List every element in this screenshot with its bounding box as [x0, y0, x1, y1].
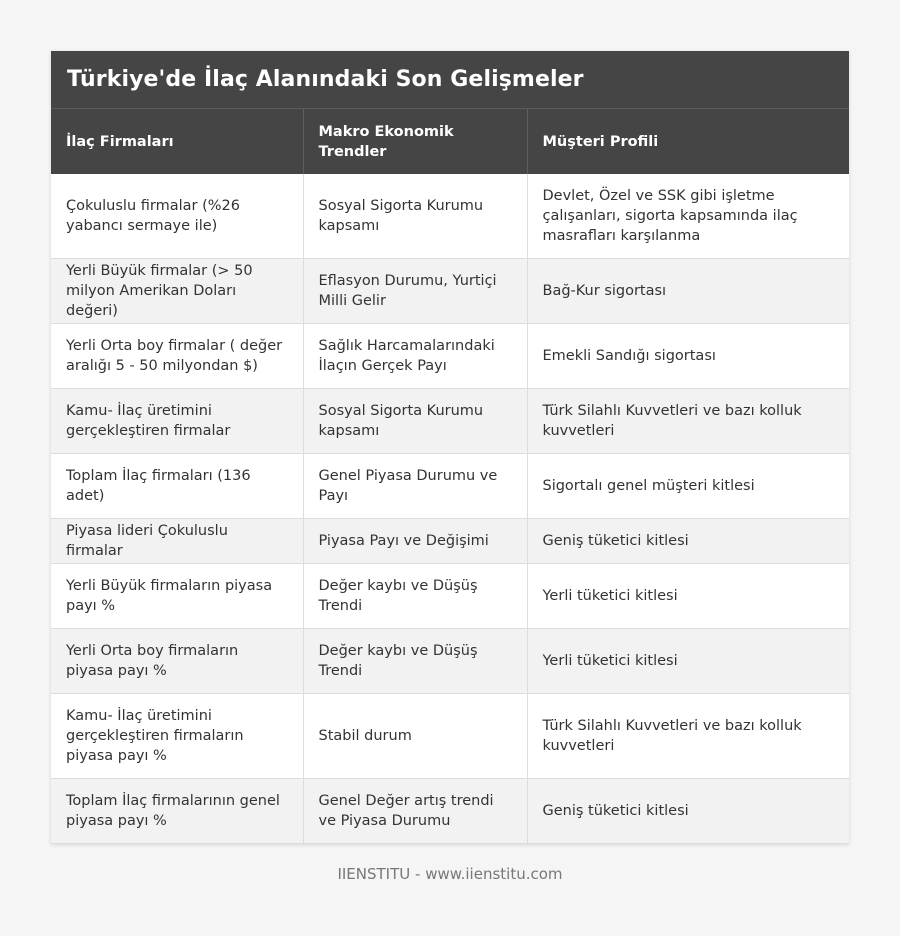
table-cell: Değer kaybı ve Düşüş Trendi — [303, 564, 527, 629]
header-row — [51, 109, 849, 174]
table-cell: Yerli Büyük firmaların piyasa payı % — [51, 564, 303, 629]
table-cell: Yerli Büyük firmalar (> 50 milyon Amerikan Doları değeri) — [51, 259, 303, 324]
data-table — [51, 109, 849, 844]
table-cell: Türk Silahlı Kuvvetleri ve bazı kolluk kuvvetleri — [527, 389, 849, 454]
table-cell: Yerli Orta boy firmaların piyasa payı % — [51, 629, 303, 694]
table-cell: Sosyal Sigorta Kurumu kapsamı — [303, 389, 527, 454]
table-cell: Toplam İlaç firmalarının genel piyasa payı % — [51, 779, 303, 844]
table-row — [51, 389, 849, 454]
table-row — [51, 454, 849, 519]
table-cell: Geniş tüketici kitlesi — [527, 519, 849, 564]
footer-credit: IIENSTITU - www.iienstitu.com — [337, 865, 563, 883]
column-header-firms: İlaç Firmaları — [51, 109, 303, 174]
table-cell: Çokuluslu firmalar (%26 yabancı sermaye ile) — [51, 174, 303, 259]
table-cell: Piyasa Payı ve Değişimi — [303, 519, 527, 564]
table-row — [51, 629, 849, 694]
table-cell: Stabil durum — [303, 694, 527, 779]
table-cell: Yerli tüketici kitlesi — [527, 629, 849, 694]
table-cell: Türk Silahlı Kuvvetleri ve bazı kolluk kuvvetleri — [527, 694, 849, 779]
table-cell: Toplam İlaç firmaları (136 adet) — [51, 454, 303, 519]
table-card — [51, 51, 849, 844]
table-cell: Emekli Sandığı sigortası — [527, 324, 849, 389]
column-header-customer: Müşteri Profili — [527, 109, 849, 174]
table-cell: Geniş tüketici kitlesi — [527, 779, 849, 844]
table-cell: Genel Piyasa Durumu ve Payı — [303, 454, 527, 519]
table-row — [51, 259, 849, 324]
table-row — [51, 324, 849, 389]
table-cell: Sosyal Sigorta Kurumu kapsamı — [303, 174, 527, 259]
table-cell: Piyasa lideri Çokuluslu firmalar — [51, 519, 303, 564]
table-cell: Kamu- İlaç üretimini gerçekleştiren firmalar — [51, 389, 303, 454]
table-cell: Devlet, Özel ve SSK gibi işletme çalışanları, sigorta kapsamında ilaç masrafları karşılanma — [527, 174, 849, 259]
table-cell: Sigortalı genel müşteri kitlesi — [527, 454, 849, 519]
page-title: Türkiye'de İlaç Alanındaki Son Gelişmeler — [67, 67, 584, 92]
table-cell: Bağ-Kur sigortası — [527, 259, 849, 324]
table-row — [51, 694, 849, 779]
table-row — [51, 174, 849, 259]
table-cell: Kamu- İlaç üretimini gerçekleştiren firmaların piyasa payı % — [51, 694, 303, 779]
table-cell: Eflasyon Durumu, Yurtiçi Milli Gelir — [303, 259, 527, 324]
table-cell: Yerli Orta boy firmalar ( değer aralığı 5 - 50 milyondan $) — [51, 324, 303, 389]
table-cell: Değer kaybı ve Düşüş Trendi — [303, 629, 527, 694]
table-row — [51, 779, 849, 844]
table-row — [51, 564, 849, 629]
table-cell: Genel Değer artış trendi ve Piyasa Durumu — [303, 779, 527, 844]
column-header-trends: Makro Ekonomik Trendler — [303, 109, 527, 174]
table-cell: Sağlık Harcamalarındaki İlaçın Gerçek Payı — [303, 324, 527, 389]
title-bar — [51, 51, 849, 109]
table-cell: Yerli tüketici kitlesi — [527, 564, 849, 629]
table-row — [51, 519, 849, 564]
